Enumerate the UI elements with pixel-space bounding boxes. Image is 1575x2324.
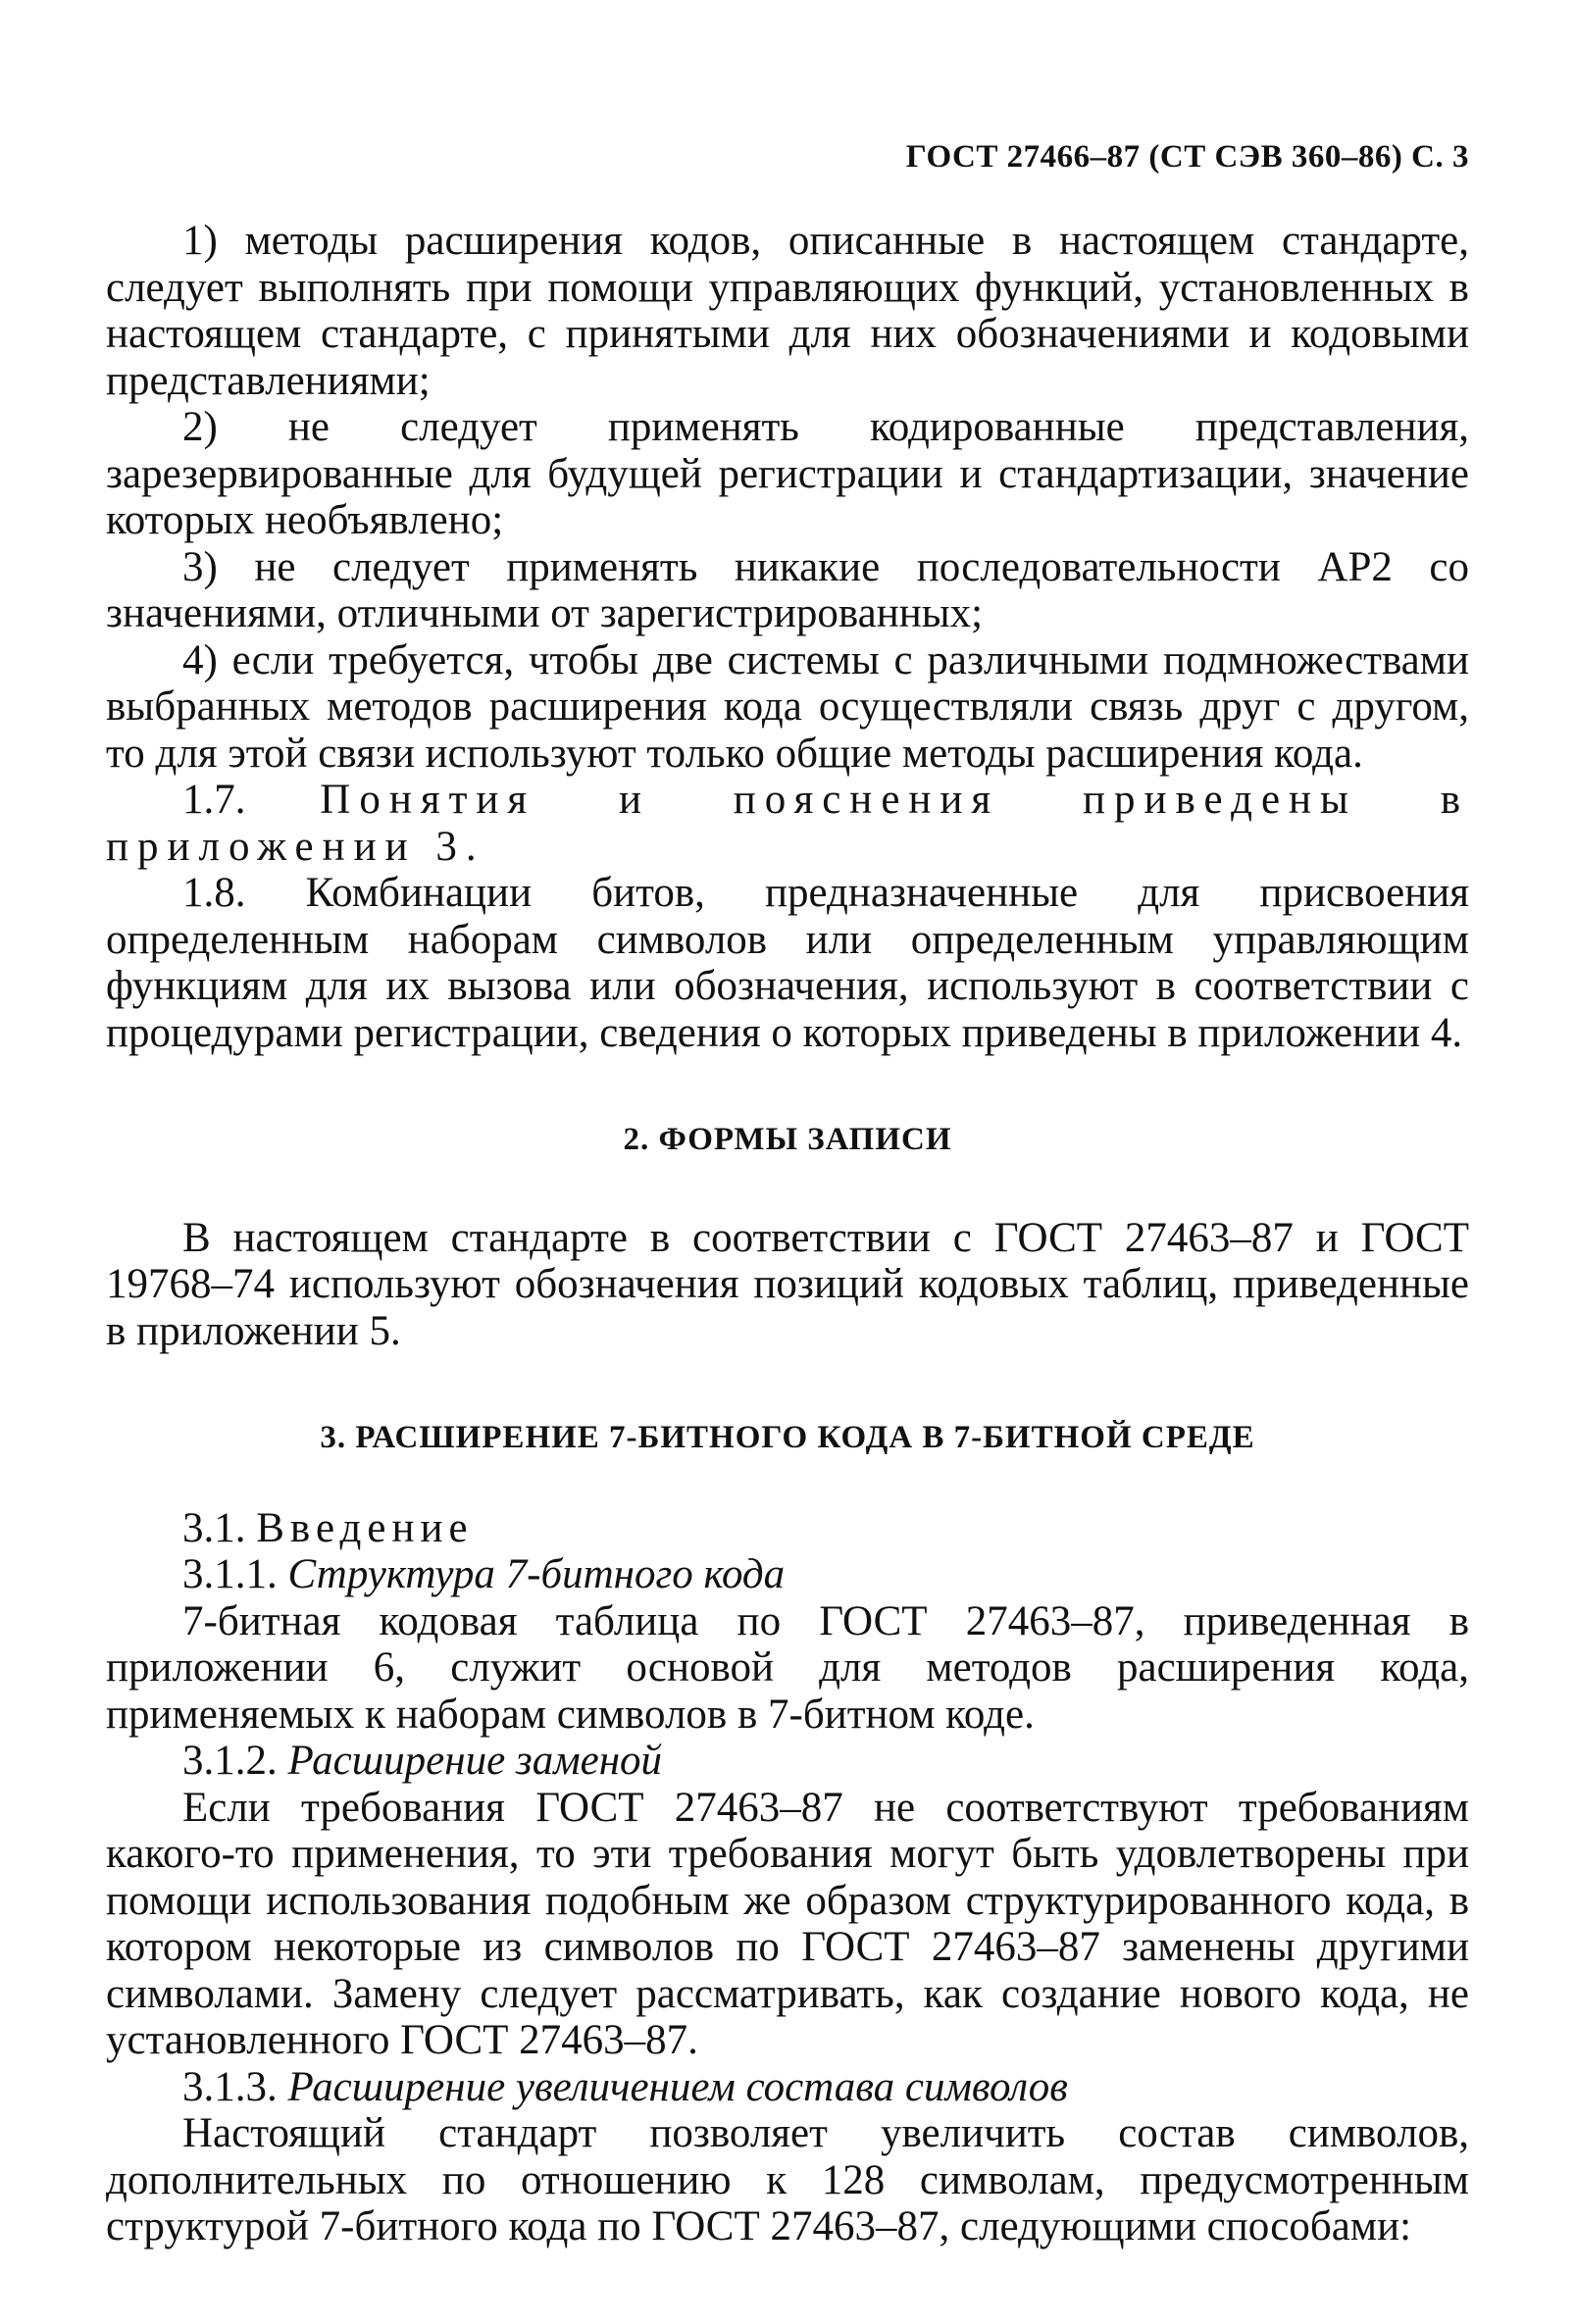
clause-3-1-2-number: 3.1.2. (182, 1738, 278, 1784)
clause-3-1-3-heading (106, 2064, 1469, 2111)
clause-3-1-2-text: Если требования ГОСТ 27463–87 не соответствуют требованиям какого-то применения, то эти требования могут быть удовлетворены при помощи использования подобным же образом структурированного кода, в котором некоторые из символов по ГОСТ 27463–87 заменены другими символами. Замену следует рассматривать, как создание нового кода, не установленного ГОСТ 27463–87. (106, 1784, 1469, 2063)
section-2-text: В настоящем стандарте в соответствии с ГОСТ 27463–87 и ГОСТ 19768–74 используют обозначения позиций кодовых таблиц, приведенные в приложении 5. (106, 1214, 1469, 1354)
clause-3-1-3-number: 3.1.3. (182, 2063, 278, 2110)
section-2-heading: 2. ФОРМЫ ЗАПИСИ (623, 1122, 952, 1157)
list-item-3: 3) не следует применять никакие последовательности АР2 со значениями, отличными от зарегистрированных; (106, 543, 1469, 636)
section-3-heading: 3. РАСШИРЕНИЕ 7-БИТНОГО КОДА В 7-БИТНОЙ СРЕДЕ (320, 1420, 1255, 1455)
clause-3-1-3-title: Расширение увеличением состава символов (287, 2063, 1068, 2110)
clause-1-7 (106, 777, 1469, 870)
clause-3-1 (106, 1505, 1469, 1552)
clause-1-7-number: 1.7. (182, 777, 246, 823)
body-text (106, 218, 1469, 2250)
running-header: ГОСТ 27466–87 (СТ СЭВ 360–86) С. 3 (905, 139, 1469, 175)
clause-3-1-1-number: 3.1.1. (182, 1551, 278, 1597)
list-item-4: 4) если требуется, чтобы две системы с различными подмножествами выбранных методов расширения кода осуществляли связь друг с другом, то для этой связи используют только общие методы расширения кода. (106, 636, 1469, 777)
clause-1-7-text: Понятия и пояснения приведены в приложении 3. (106, 777, 1470, 870)
list-item-1: 1) методы расширения кодов, описанные в настоящем стандарте, следует выполнять при помощи управляющих функций, установленных в настоящем стандарте, с принятыми для них обозначениями и кодовыми представлениями; (106, 218, 1469, 404)
clause-3-1-1-heading (106, 1551, 1469, 1598)
clause-3-1-2-heading (106, 1738, 1469, 1785)
clause-3-1-1-title: Структура 7-битного кода (287, 1551, 786, 1597)
clause-3-1-title: Введение (256, 1504, 474, 1551)
clause-3-1-2-title: Расширение заменой (287, 1738, 663, 1784)
clause-3-1-3-text: Настоящий стандарт позволяет увеличить состав символов, дополнительных по отношению к 128 символам, предусмотренным структурой 7-битного кода по ГОСТ 27463–87, следующими способами: (106, 2110, 1469, 2249)
clause-3-1-number: 3.1. (182, 1504, 246, 1551)
clause-1-8: 1.8. Комбинации битов, предназначенные для присвоения определенным наборам символов или определенным управляющим функциям для их вызова или обозначения, используют в соответствии с процедурами регистрации, сведения о которых приведены в приложении 4. (106, 870, 1469, 1056)
list-item-2: 2) не следует применять кодированные представления, зарезервированные для будущей регистрации и стандартизации, значение которых необъявлено; (106, 404, 1469, 543)
clause-3-1-1-text: 7-битная кодовая таблица по ГОСТ 27463–87, приведенная в приложении 6, служит основой для методов расширения кода, применяемых к наборам символов в 7-битном коде. (106, 1597, 1469, 1738)
